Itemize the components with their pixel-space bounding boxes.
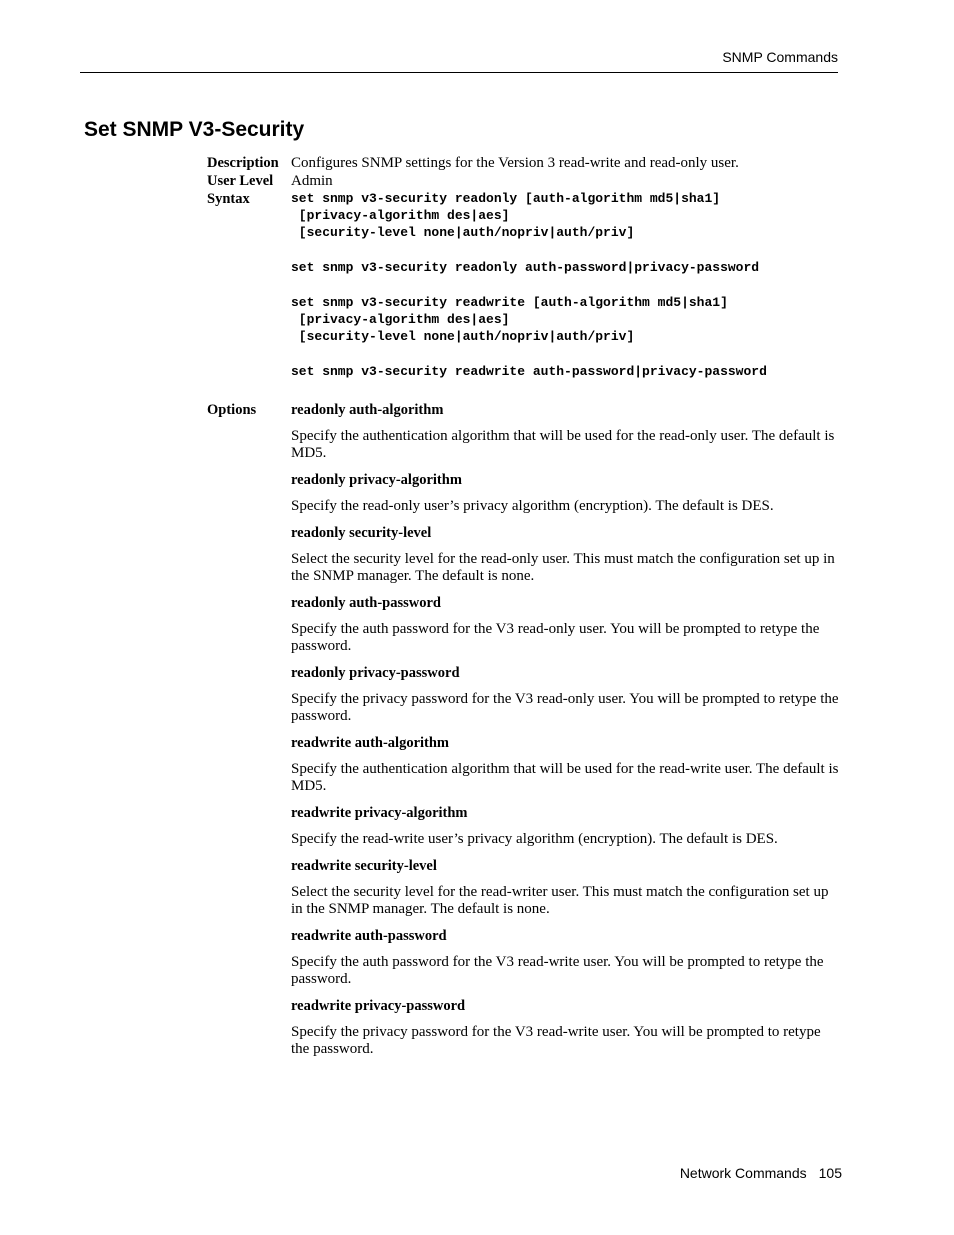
option-description: Specify the authentication algorithm that will be used for the read-write user. The default is MD5.	[291, 761, 839, 794]
description-value: Configures SNMP settings for the Version 3 read-write and read-only user.	[291, 155, 739, 171]
option-description: Specify the privacy password for the V3 read-only user. You will be prompted to retype the password.	[291, 691, 839, 724]
option-name: readwrite auth-algorithm	[291, 735, 449, 751]
option-name: readonly privacy-password	[291, 665, 460, 681]
syntax-command: set snmp v3-security readonly auth-password|privacy-password	[291, 260, 760, 275]
footer-section: Network Commands	[679, 1165, 807, 1181]
option-item	[291, 524, 841, 585]
option-item	[291, 401, 841, 462]
option-description: Specify the read-only user’s privacy algorithm (encryption). The default is DES.	[291, 498, 774, 514]
option-item	[291, 734, 841, 795]
syntax-label: Syntax	[207, 191, 250, 207]
options-label: Options	[207, 402, 257, 418]
option-item	[291, 804, 841, 848]
syntax-command: set snmp v3-security readwrite auth-password|privacy-password	[291, 364, 767, 379]
user-level-label: User Level	[207, 173, 274, 189]
options-list	[291, 401, 841, 1067]
header-divider	[80, 72, 838, 73]
syntax-command: set snmp v3-security readonly [auth-algorithm md5|sha1] [privacy-algorithm des|aes] [security-level none|auth/nopriv|auth/priv]	[291, 191, 721, 240]
page-number: 105	[818, 1165, 842, 1181]
option-item	[291, 664, 841, 725]
option-name: readwrite privacy-algorithm	[291, 805, 468, 821]
option-item	[291, 857, 841, 918]
option-item	[291, 927, 841, 988]
running-header: SNMP Commands	[722, 49, 838, 65]
option-description: Specify the authentication algorithm that will be used for the read-only user. The default is MD5.	[291, 428, 835, 461]
option-description: Specify the auth password for the V3 read-write user. You will be prompted to retype the password.	[291, 954, 824, 987]
option-description: Specify the privacy password for the V3 read-write user. You will be prompted to retype the password.	[291, 1024, 821, 1057]
option-description: Specify the read-write user’s privacy algorithm (encryption). The default is DES.	[291, 831, 778, 847]
option-item	[291, 997, 841, 1058]
option-description: Select the security level for the read-writer user. This must match the configuration set up in the SNMP manager. The default is none.	[291, 884, 829, 917]
option-description: Select the security level for the read-only user. This must match the configuration set up in the SNMP manager. The default is none.	[291, 551, 835, 584]
syntax-command: set snmp v3-security readwrite [auth-algorithm md5|sha1] [privacy-algorithm des|aes] [security-level none|auth/nopriv|auth/priv]	[291, 295, 728, 344]
syntax-block	[291, 190, 838, 380]
option-name: readonly auth-algorithm	[291, 402, 444, 418]
option-name: readonly auth-password	[291, 595, 441, 611]
page-title: Set SNMP V3-Security	[84, 118, 305, 141]
user-level-value: Admin	[291, 173, 333, 189]
option-name: readwrite privacy-password	[291, 998, 466, 1014]
description-label: Description	[207, 155, 279, 171]
option-name: readwrite security-level	[291, 858, 437, 874]
option-item	[291, 471, 841, 515]
option-name: readwrite auth-password	[291, 928, 447, 944]
option-name: readonly security-level	[291, 525, 432, 541]
option-name: readonly privacy-algorithm	[291, 472, 462, 488]
page-footer	[600, 1164, 842, 1182]
option-description: Specify the auth password for the V3 read-only user. You will be prompted to retype the password.	[291, 621, 820, 654]
option-item	[291, 594, 841, 655]
